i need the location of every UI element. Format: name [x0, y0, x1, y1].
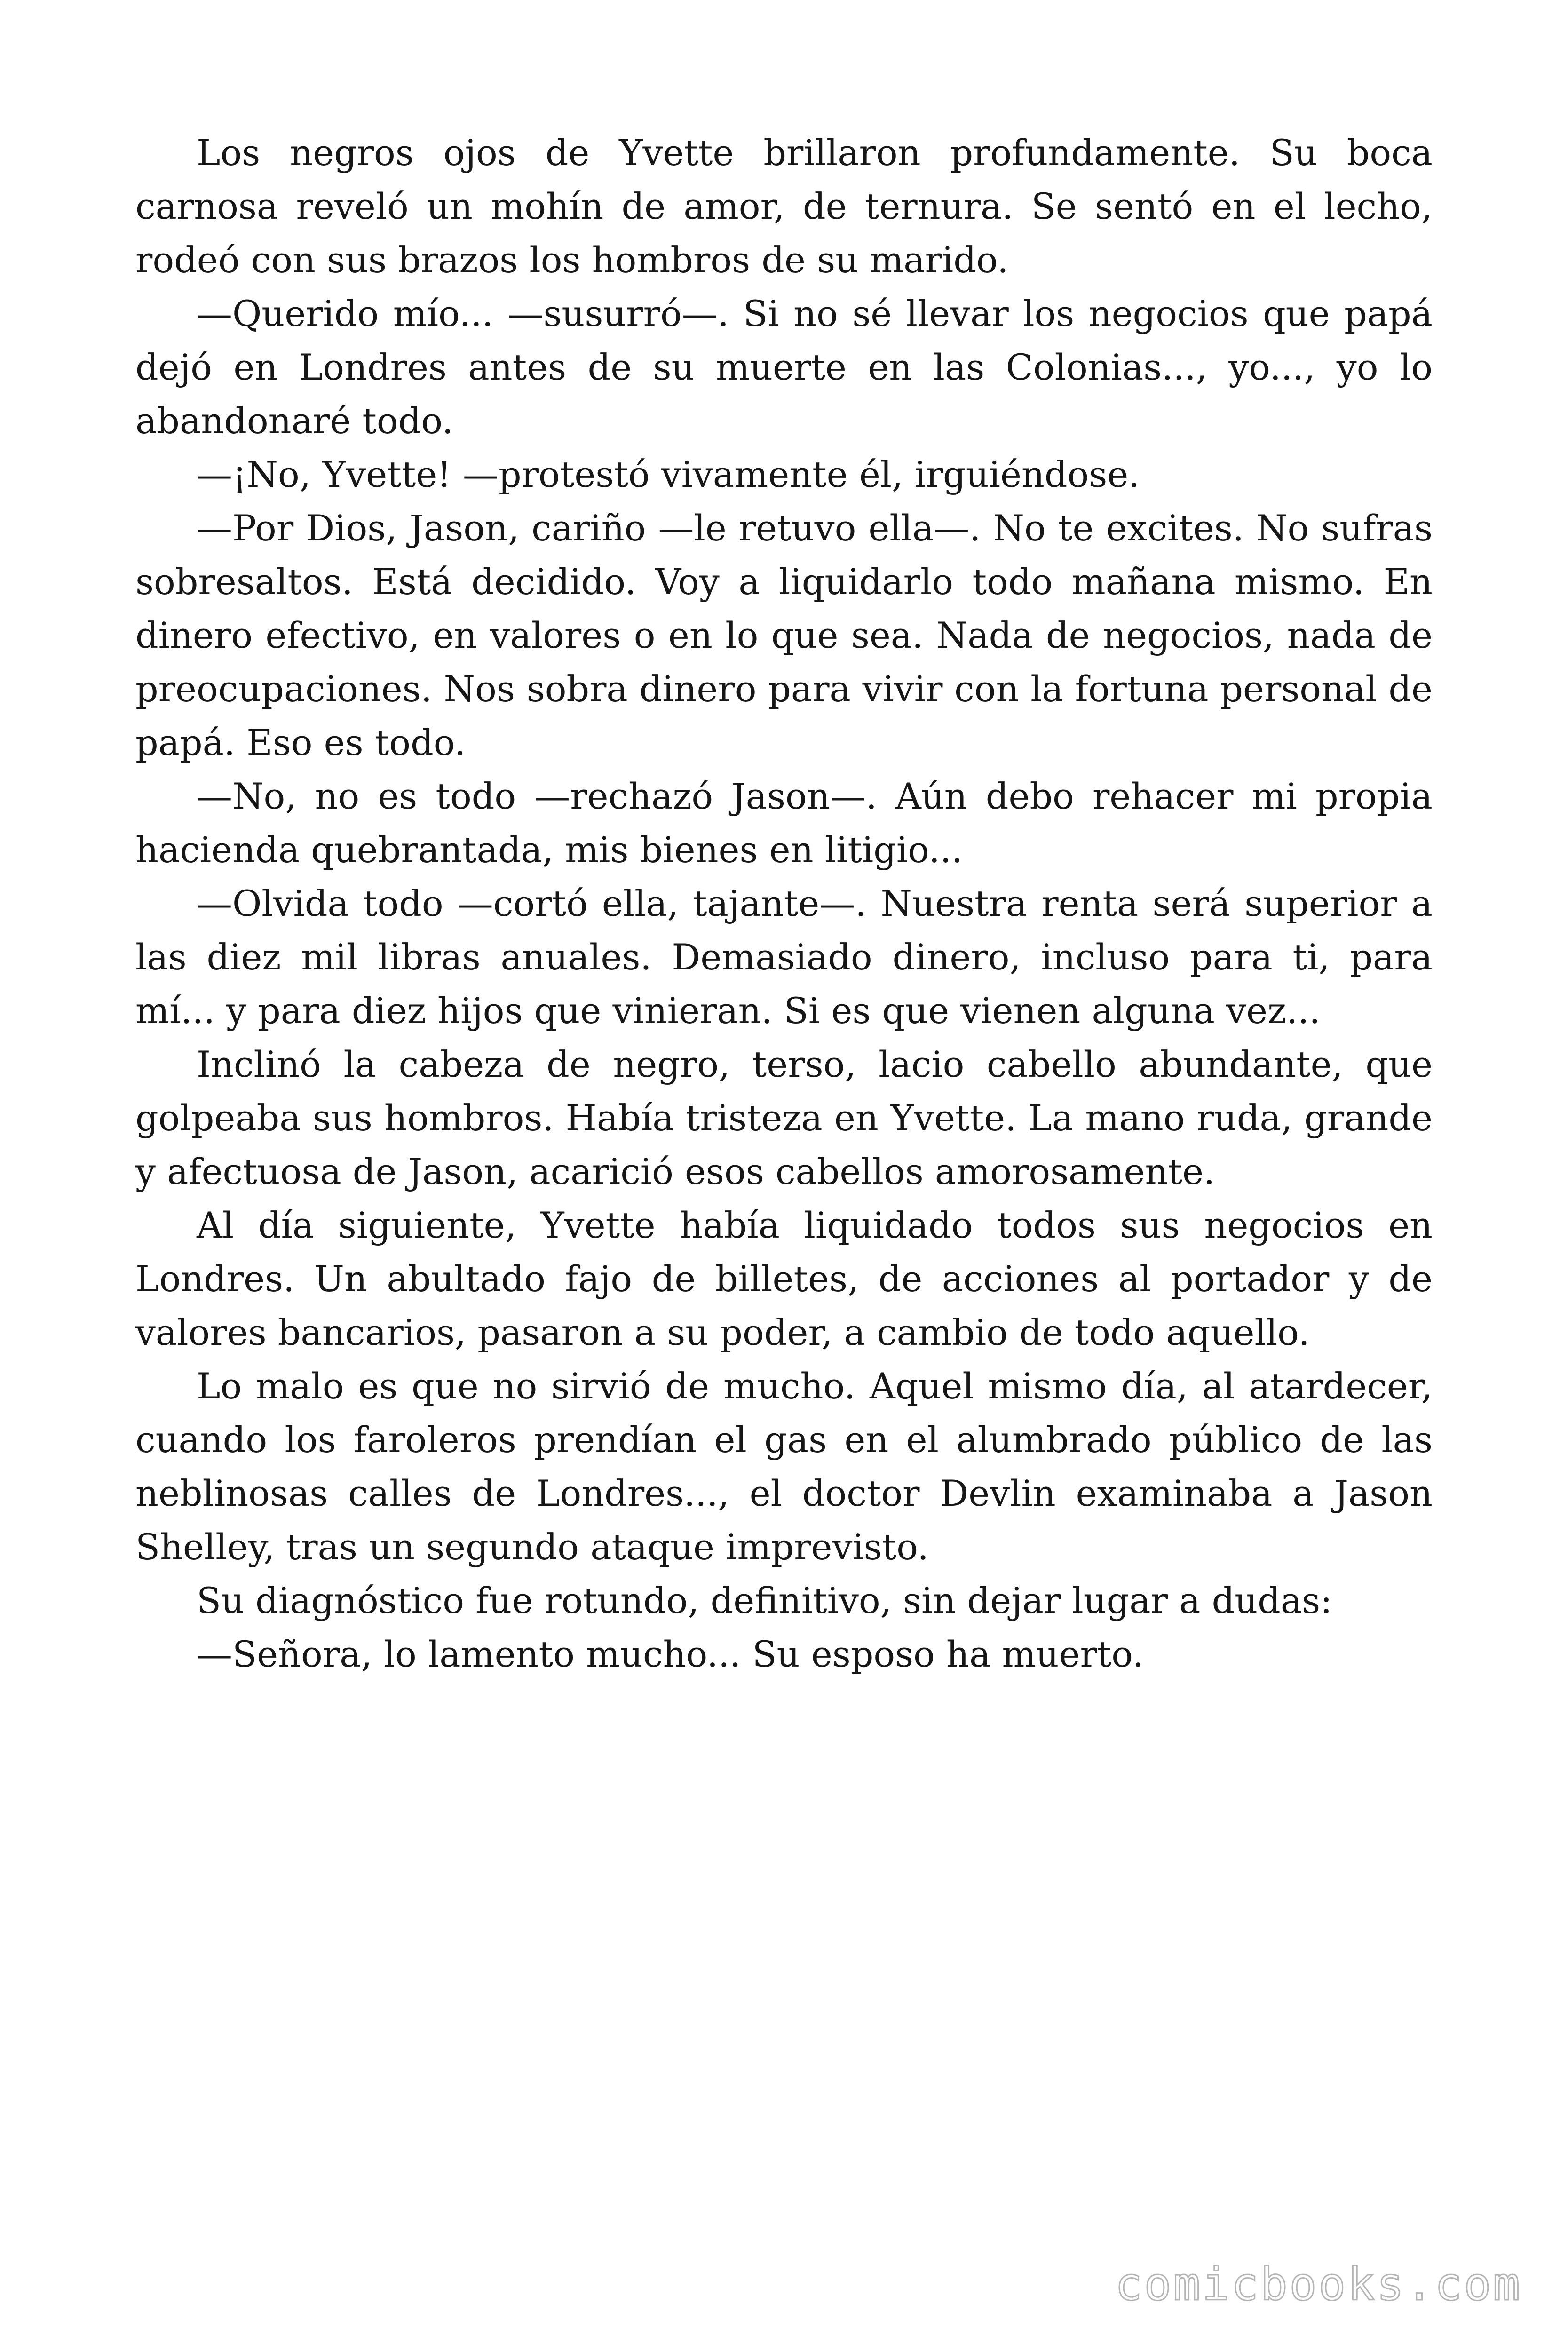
paragraph-6: —Olvida todo —cortó ella, tajante—. Nuestra renta será superior a las diez mil libras anuales. Demasiado dinero, incluso para ti, para mí... y para diez hijos que vinieran. Si es que vienen alguna vez...	[135, 882, 1433, 1032]
paragraph-11: —Señora, lo lamento mucho... Su esposo ha muerto.	[197, 1633, 1144, 1675]
paragraph-3: —¡No, Yvette! —protestó vivamente él, irguiéndose.	[197, 453, 1140, 495]
paragraph-7: Inclinó la cabeza de negro, terso, lacio cabello abundante, que golpeaba sus hombros. Había tristeza en Yvette. La mano ruda, grande y afectuosa de Jason, acarició esos cabellos amorosamente.	[135, 1043, 1433, 1192]
paragraph-8: Al día siguiente, Yvette había liquidado todos sus negocios en Londres. Un abultado fajo de billetes, de acciones al portador y de valores bancarios, pasaron a su poder, a cambio de todo aquello.	[135, 1204, 1433, 1353]
paragraph-5: —No, no es todo —rechazó Jason—. Aún debo rehacer mi propia hacienda quebrantada, mis bienes en litigio...	[135, 775, 1433, 871]
paragraph-10: Su diagnóstico fue rotundo, definitivo, sin dejar lugar a dudas:	[197, 1580, 1332, 1621]
paragraph-2: —Querido mío... —susurró—. Si no sé llevar los negocios que papá dejó en Londres antes de su muerte en las Colonias..., yo..., yo lo abandonaré todo.	[135, 293, 1433, 442]
watermark: comicbooks.com	[1115, 2258, 1522, 2311]
paragraph-9: Lo malo es que no sirvió de mucho. Aquel mismo día, al atardecer, cuando los faroleros prendían el gas en el alumbrado público de las neblinosas calles de Londres..., el doctor Devlin examinaba a Jason Shelley, tras un segundo ataque imprevisto.	[135, 1365, 1433, 1568]
paragraph-4: —Por Dios, Jason, cariño —le retuvo ella—. No te excites. No sufras sobresaltos. Está decidido. Voy a liquidarlo todo mañana mismo. En dinero efectivo, en valores o en lo que sea. Nada de negocios, nada de preocupaciones. Nos sobra dinero para vivir con la fortuna personal de papá. Eso es todo.	[135, 507, 1433, 763]
body-text	[135, 126, 1433, 1681]
paragraph-1: Los negros ojos de Yvette brillaron profundamente. Su boca carnosa reveló un mohín de amor, de ternura. Se sentó en el lecho, rodeó con sus brazos los hombros de su marido.	[135, 132, 1433, 281]
